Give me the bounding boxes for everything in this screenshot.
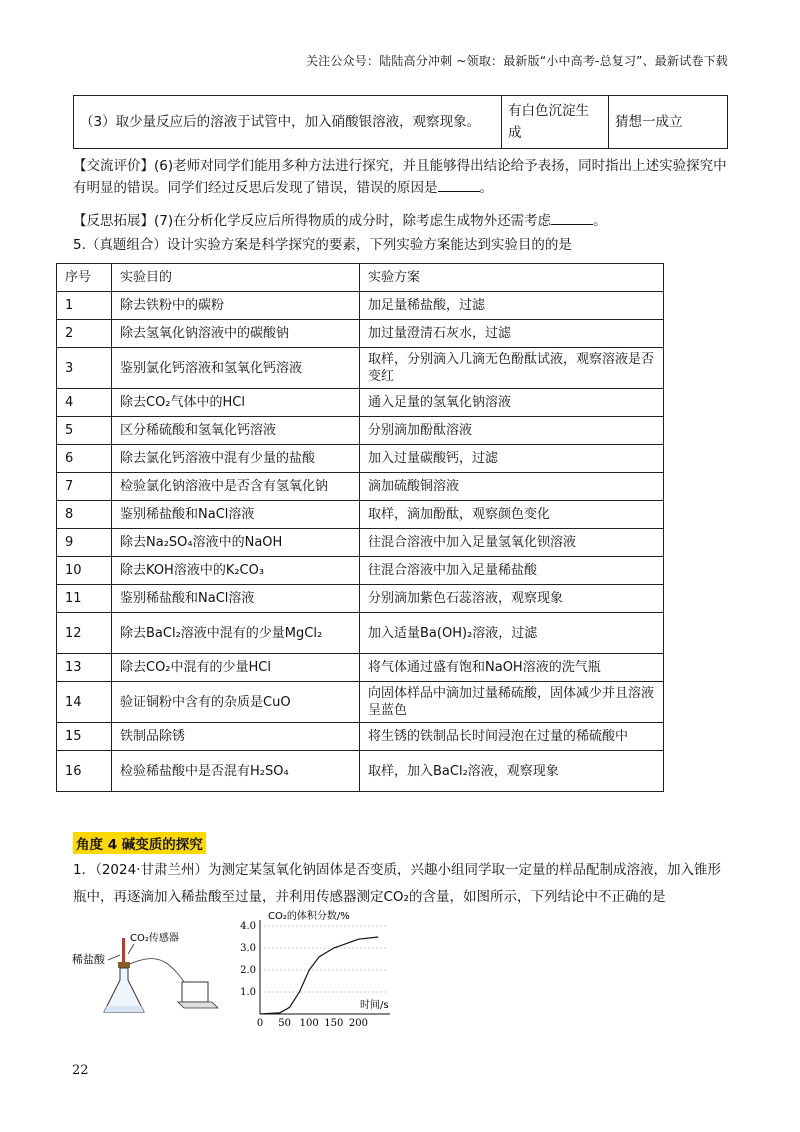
y-tick-group: [240, 921, 388, 998]
reflection-label: 【反思拓展】: [73, 213, 154, 229]
row-plan: 向固体样品中滴加过量稀硫酸，固体减少并且溶液呈蓝色: [360, 682, 664, 723]
row-no: 16: [57, 751, 112, 792]
dropper: [122, 938, 125, 962]
step-cell: （3）取少量反应后的溶液于试管中，加入硝酸银溶液，观察现象。: [74, 96, 502, 149]
conical-flask: [104, 968, 144, 1012]
chart-ylabel: CO₂的体积分数/%: [268, 911, 350, 922]
row-plan: 往混合溶液中加入足量稀盐酸: [360, 557, 664, 585]
reflection-paragraph: [73, 210, 731, 232]
table-row: [57, 320, 664, 348]
acid-pointer-line: [108, 955, 120, 960]
reflection-end: 。: [593, 213, 607, 229]
phenomenon-cell: 有白色沉淀生成: [502, 96, 609, 149]
row-plan: 滴加硫酸铜溶液: [360, 473, 664, 501]
apparatus-diagram: [72, 931, 218, 1012]
evaluation-label: 【交流评价】: [73, 158, 154, 174]
sensor-label: CO₂传感器: [130, 933, 179, 944]
row-goal: 区分稀硫酸和氢氧化钙溶液: [112, 417, 360, 445]
conclusion-cell: 猜想一成立: [609, 96, 728, 149]
row-goal: 除去铁粉中的碳粉: [112, 292, 360, 320]
row-no: 8: [57, 501, 112, 529]
row-plan: 将生锈的铁制品长时间浸泡在过量的稀硫酸中: [360, 723, 664, 751]
table-row: [57, 613, 664, 654]
row-no: 15: [57, 723, 112, 751]
row-goal: 除去CO₂中混有的少量HCl: [112, 654, 360, 682]
table-row: [57, 445, 664, 473]
table-header-row: [57, 264, 664, 292]
y-tick-label: 1.0: [240, 987, 256, 998]
row-plan: 往混合溶液中加入足量氢氧化钡溶液: [360, 529, 664, 557]
co2-chart: [240, 910, 390, 1029]
row-goal: 检验稀盐酸中是否混有H₂SO₄: [112, 751, 360, 792]
table-row: [57, 473, 664, 501]
row-no: 6: [57, 445, 112, 473]
x-tick-label: 100: [299, 1018, 319, 1029]
table-row: [57, 529, 664, 557]
row-goal: 鉴别稀盐酸和NaCl溶液: [112, 501, 360, 529]
figure: [72, 910, 392, 1030]
x-tick-label: 0: [256, 1018, 264, 1029]
sensor-pointer-line: [128, 944, 134, 954]
row-plan: 分别滴加紫色石蕊溶液，观察现象: [360, 585, 664, 613]
apparatus-and-chart: [72, 910, 392, 1030]
x-tick-group: [257, 1018, 368, 1029]
row-goal: 除去KOH溶液中的K₂CO₃: [112, 557, 360, 585]
section-heading: 角度 4 碱变质的探究: [73, 832, 206, 854]
row-goal: 鉴别稀盐酸和NaCl溶液: [112, 585, 360, 613]
chart-xlabel: 时间/s: [360, 1000, 389, 1011]
row-plan: 取样，加入BaCl₂溶液，观察现象: [360, 751, 664, 792]
row-no: 1: [57, 292, 112, 320]
laptop-screen: [182, 982, 208, 1002]
row-no: 9: [57, 529, 112, 557]
evaluation-text: (6)老师对同学们能用多种方法进行探究，并且能够得出结论给予表扬，同时指出上述实验探究中有明显的错误。同学们经过反思后发现了错误，错误的原因是: [73, 158, 727, 196]
experiment-plan-table: [56, 263, 664, 792]
answer-blank[interactable]: [438, 177, 480, 192]
row-no: 13: [57, 654, 112, 682]
row-no: 7: [57, 473, 112, 501]
row-plan: 加入过量碳酸钙，过滤: [360, 445, 664, 473]
table-row: [57, 292, 664, 320]
page-number: 22: [72, 1063, 89, 1078]
evaluation-paragraph: [73, 155, 731, 199]
header-goal: 实验目的: [112, 264, 360, 292]
x-tick-label: 200: [348, 1018, 369, 1029]
table-row: [57, 417, 664, 445]
row-goal: 鉴别氯化钙溶液和氢氧化钙溶液: [112, 348, 360, 389]
evaluation-end: 。: [479, 180, 493, 196]
row-plan: 将气体通过盛有饱和NaOH溶液的洗气瓶: [360, 654, 664, 682]
table-row: [57, 654, 664, 682]
row-plan: 通入足量的氢氧化钠溶液: [360, 389, 664, 417]
row-no: 4: [57, 389, 112, 417]
row-no: 12: [57, 613, 112, 654]
row-plan: 加入适量Ba(OH)₂溶液，过滤: [360, 613, 664, 654]
stopper: [118, 962, 130, 968]
row-plan: 取样，滴加酚酞，观察颜色变化: [360, 501, 664, 529]
row-no: 11: [57, 585, 112, 613]
x-tick-label: 150: [324, 1018, 344, 1029]
question-5-stem: 5.（真题组合）设计实验方案是科学探究的要素，下列实验方案能达到实验目的的是: [73, 237, 572, 253]
row-plan: 加足量稀盐酸，过滤: [360, 292, 664, 320]
row-no: 5: [57, 417, 112, 445]
acid-label: 稀盐酸: [72, 953, 105, 966]
page-header: 关注公众号：陆陆高分冲刺 ~领取：最新版“小中高考-总复习”、最新试卷下载: [305, 54, 728, 68]
header-plan: 实验方案: [360, 264, 664, 292]
question-1-stem: 1．（2024·甘肃兰州）为测定某氢氧化钠固体是否变质，兴趣小组同学取一定量的样品配制成溶液，加入锥形瓶中，再逐滴加入稀盐酸至过量，并利用传感器测定CO₂的含量，如图所示，下列结论中不正确的是: [73, 862, 721, 905]
row-plan: 取样，分别滴入几滴无色酚酞试液，观察溶液是否变红: [360, 348, 664, 389]
table-row: [57, 682, 664, 723]
row-plan: 分别滴加酚酞溶液: [360, 417, 664, 445]
reflection-text: (7)在分析化学反应后所得物质的成分时，除考虑生成物外还需考虑: [154, 213, 552, 229]
sensor-cable: [130, 959, 190, 990]
table-row: [57, 751, 664, 792]
table-row: [57, 723, 664, 751]
y-tick-label: 2.0: [240, 965, 256, 976]
table-row: [57, 348, 664, 389]
row-plan: 加过量澄清石灰水，过滤: [360, 320, 664, 348]
row-no: 10: [57, 557, 112, 585]
row-goal: 除去氢氧化钠溶液中的碳酸钠: [112, 320, 360, 348]
row-goal: 除去BaCl₂溶液中混有的少量MgCl₂: [112, 613, 360, 654]
row-no: 14: [57, 682, 112, 723]
row-no: 2: [57, 320, 112, 348]
row-goal: 除去氯化钙溶液中混有少量的盐酸: [112, 445, 360, 473]
header-no: 序号: [57, 264, 112, 292]
row-goal: 除去CO₂气体中的HCl: [112, 389, 360, 417]
table-row: [57, 557, 664, 585]
laptop-base: [178, 1002, 218, 1008]
x-tick-label: 50: [278, 1018, 291, 1029]
row-goal: 除去Na₂SO₄溶液中的NaOH: [112, 529, 360, 557]
experiment-table-continued: [73, 95, 728, 149]
table-row: [57, 585, 664, 613]
row-goal: 验证铜粉中含有的杂质是CuO: [112, 682, 360, 723]
row-goal: 铁制品除锈: [112, 723, 360, 751]
flask-liquid: [104, 1006, 144, 1012]
answer-blank[interactable]: [551, 210, 593, 225]
table-row: [57, 389, 664, 417]
y-tick-label: 3.0: [240, 943, 256, 954]
table-row: [57, 501, 664, 529]
row-goal: 检验氯化钠溶液中是否含有氢氧化钠: [112, 473, 360, 501]
y-tick-label: 4.0: [240, 921, 256, 932]
row-no: 3: [57, 348, 112, 389]
